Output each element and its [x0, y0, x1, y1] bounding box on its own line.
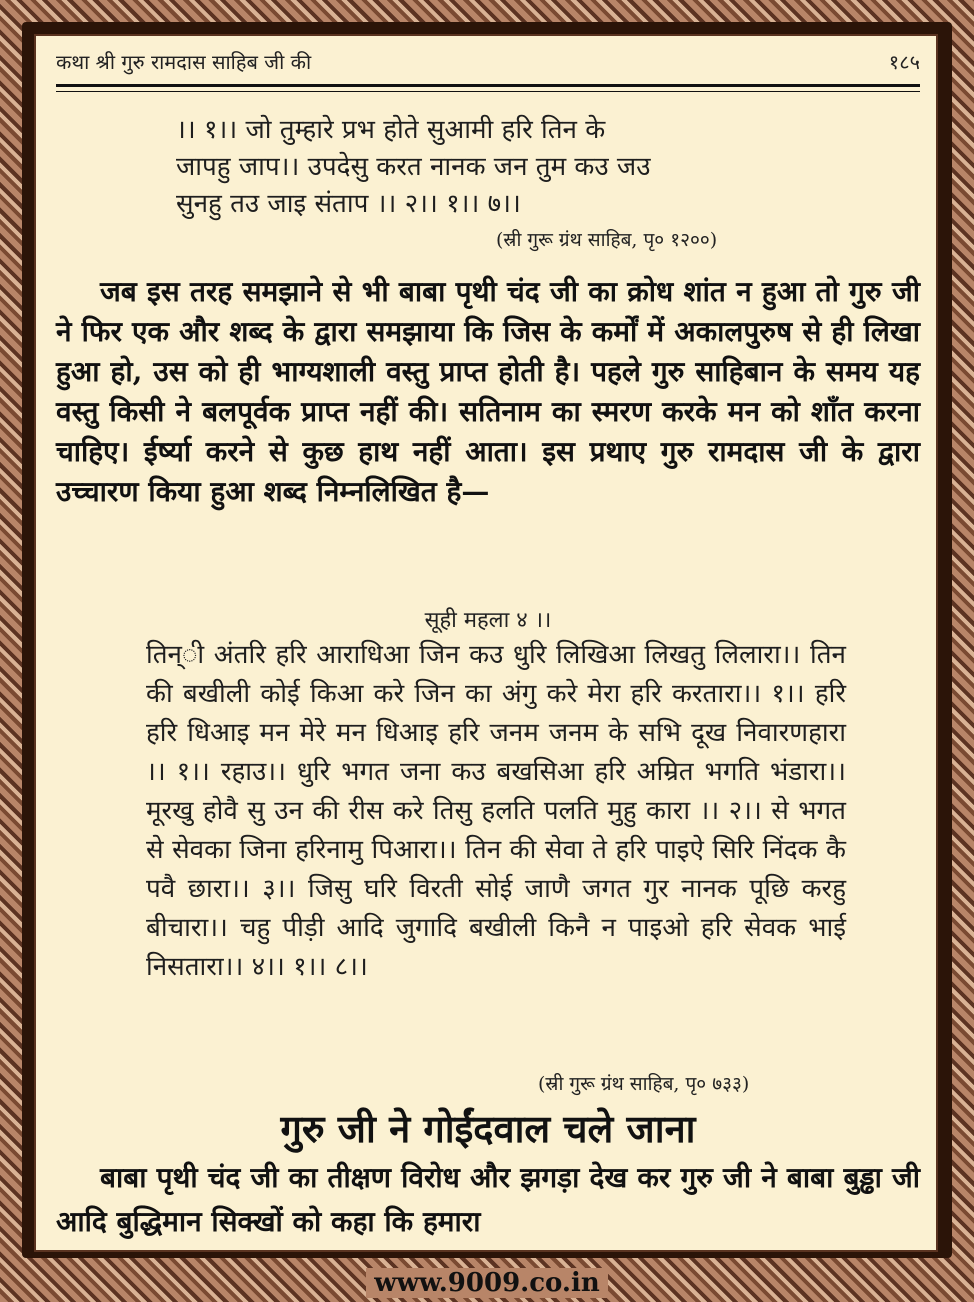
shabad-citation: (स्री गुरू ग्रंथ साहिब, पृ० ७३३): [538, 1073, 750, 1095]
section-heading: गुरु जी ने गोईंदवाल चले जाना: [280, 1106, 696, 1151]
shabad-text: तिन्ी अंतरि हरि आराधिआ जिन कउ धुरि लिखिआ लिखतु लिलारा।। तिन की बखीली कोई किआ करे जिन का अंगु करे मेरा हरि करतारा।। १।। हरि हरि धिआइ मन मेरे मन धिआइ हरि जनम जनम के सभि दूख निवारणहारा ।। १।। रहाउ।। धुरि भगत जना कउ बखसिआ हरि अम्रित भगति भंडारा।। मूरखु होवै सु उन की रीस करे तिसु हलति पलति मुहु कारा ।। २।। से भगत से सेवका जिना हरिनामु पिआरा।। तिन की सेवा ते हरि पाइऐ सिरि निंदक कै पवै छारा।। ३।। जिसु घरि विरती सोई जाणै जगत गुर नानक पूछि करहु बीचारा।। चहु पीड़ी आदि जुगादि बखीली किनै न पाइओ हरि सेवक भाई निसतारा।। ४।। १।। ८।।: [146, 640, 846, 982]
page-number: १८५: [888, 50, 920, 74]
verse-block-1: [176, 112, 816, 223]
verse-line: जापहु जाप।। उपदेसु करत नानक जन तुम कउ जउ: [176, 152, 651, 182]
paragraph-text: बाबा पृथी चंद जी का तीक्षण विरोध और झगड़ा देख कर गुरु जी ने बाबा बुड्ढा जी आदि बुद्धिमान सिक्खों को कहा कि हमारा: [56, 1161, 920, 1238]
header-rule-thin: [56, 91, 920, 92]
shabad-title: सूही महला ४ ।।: [424, 608, 552, 633]
footer-website[interactable]: [0, 1268, 974, 1298]
verse-line: सुनहु तउ जाइ संताप ।। २।। १।। ७।।: [176, 189, 521, 219]
header-title: कथा श्री गुरु रामदास साहिब जी की: [56, 50, 312, 74]
header-rule-thick: [56, 84, 920, 87]
book-page: [34, 34, 938, 1252]
verse1-citation: (स्री गुरू ग्रंथ साहिब, पृ० १२००): [496, 229, 718, 251]
body-paragraph-1: [56, 272, 920, 512]
paragraph-text: जब इस तरह समझाने से भी बाबा पृथी चंद जी का क्रोध शांत न हुआ तो गुरु जी ने फिर एक और शब्द के द्वारा समझाया कि जिस के कर्मों में अकालपुरुष से ही लिखा हुआ हो, उस को ही भाग्यशाली वस्तु प्राप्त होती है। पहले गुरु साहिबान के समय यह वस्तु किसी ने बलपूर्वक प्राप्त नहीं की। सतिनाम का स्मरण करके मन को शाँत करना चाहिए। ईर्ष्या करने से कुछ हाथ नहीं आता। इस प्रथाए गुरु रामदास जी के द्वारा उच्चारण किया हुआ शब्द निम्नलिखित है—: [56, 275, 920, 508]
running-header: [56, 48, 920, 76]
verse-line: ।। १।। जो तुम्हारे प्रभ होते सुआमी हरि तिन के: [176, 115, 606, 145]
website-url[interactable]: www.9009.co.in: [366, 1268, 608, 1298]
body-paragraph-2: [56, 1156, 920, 1244]
